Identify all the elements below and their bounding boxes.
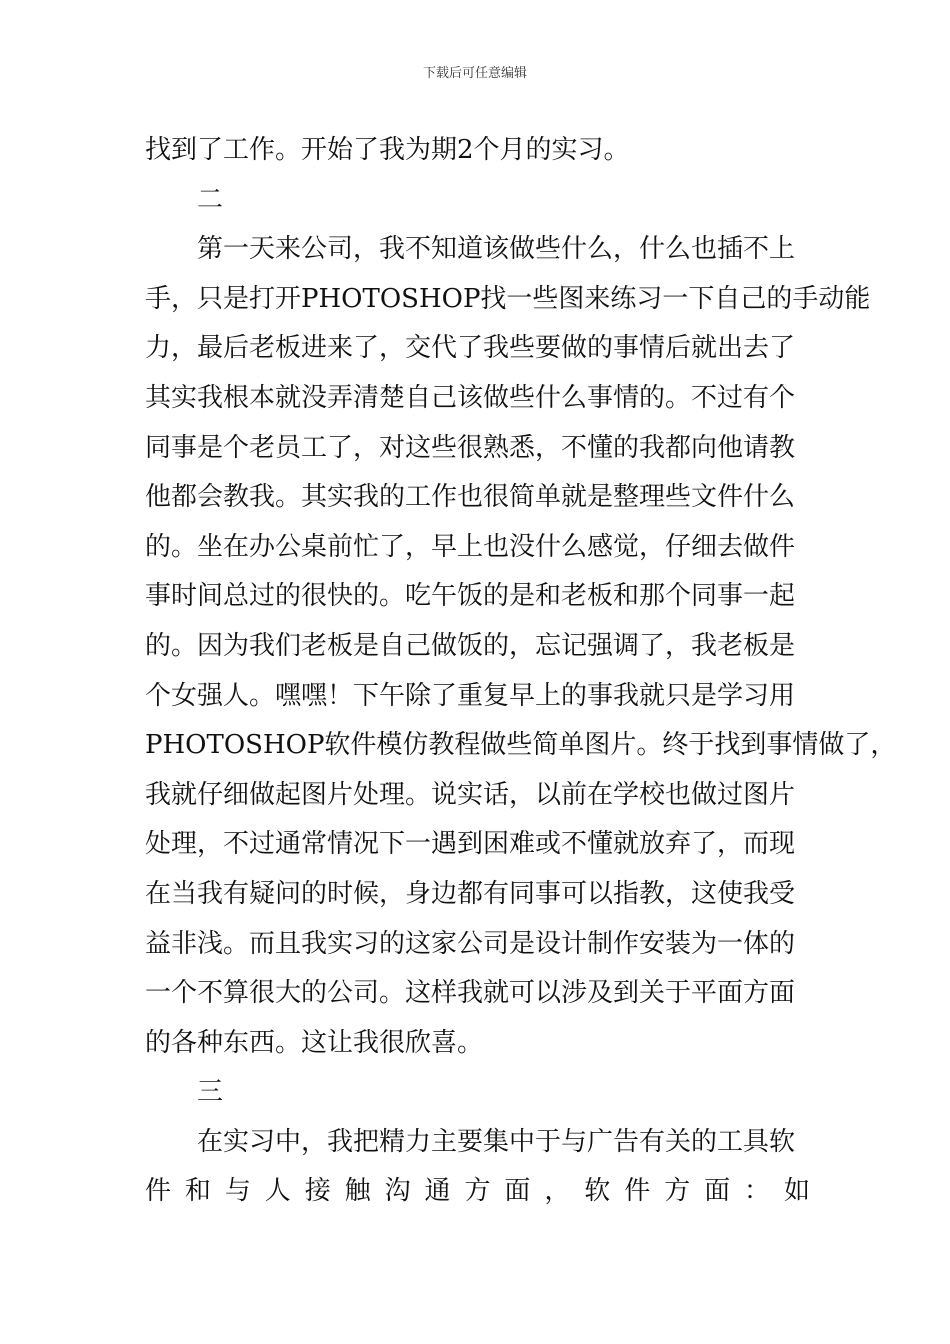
text-line: 益非浅。而且我实习的这家公司是设计制作安装为一体的 — [145, 928, 796, 959]
text-line: 件和与人接触沟通方面，软件方面：如 — [145, 1176, 810, 1207]
text-line: PHOTOSHOP软件模仿教程做些简单图片。终于找到事情做了， — [145, 730, 897, 761]
text-line: 在实习中，我把精力主要集中于与广告有关的工具软 — [197, 1126, 796, 1157]
text-line: 他都会教我。其实我的工作也很简单就是整理些文件什么 — [145, 482, 796, 513]
text-line: 事时间总过的很快的。吃午饭的是和老板和那个同事一起 — [145, 581, 796, 612]
text-line: 第一天来公司，我不知道该做些什么，什么也插不上 — [197, 234, 796, 265]
text-line: 的各种东西。这让我很欣喜。 — [145, 1027, 484, 1058]
text-line: 找到了工作。开始了我为期2个月的实习。 — [145, 135, 630, 165]
section-heading: 二 — [197, 184, 224, 215]
text-line: 其实我根本就没弄清楚自己该做些什么事情的。不过有个 — [145, 382, 796, 413]
text-line: 在当我有疑问的时候，身边都有同事可以指教，这使我受 — [145, 878, 796, 909]
document-body — [145, 126, 897, 1217]
text-line: 的。坐在办公桌前忙了，早上也没什么感觉，仔细去做件 — [145, 531, 796, 562]
text-line: 力，最后老板进来了，交代了我些要做的事情后就出去了 — [145, 333, 796, 364]
text-line: 手，只是打开PHOTOSHOP找一些图来练习一下自己的手动能 — [145, 283, 871, 314]
text-line: 的。因为我们老板是自己做饭的，忘记强调了，我老板是 — [145, 630, 796, 661]
text-line: 同事是个老员工了，对这些很熟悉，不懂的我都向他请教 — [145, 432, 796, 463]
page-header: 下载后可任意编辑 — [422, 66, 527, 81]
text-line: 个女强人。嘿嘿！下午除了重复早上的事我就只是学习用 — [145, 680, 796, 711]
section-heading: 三 — [197, 1077, 224, 1108]
text-line: 我就仔细做起图片处理。说实话，以前在学校也做过图片 — [145, 779, 796, 810]
text-line: 一个不算很大的公司。这样我就可以涉及到关于平面方面 — [145, 978, 796, 1009]
text-line: 处理，不过通常情况下一遇到困难或不懂就放弃了，而现 — [145, 829, 796, 860]
